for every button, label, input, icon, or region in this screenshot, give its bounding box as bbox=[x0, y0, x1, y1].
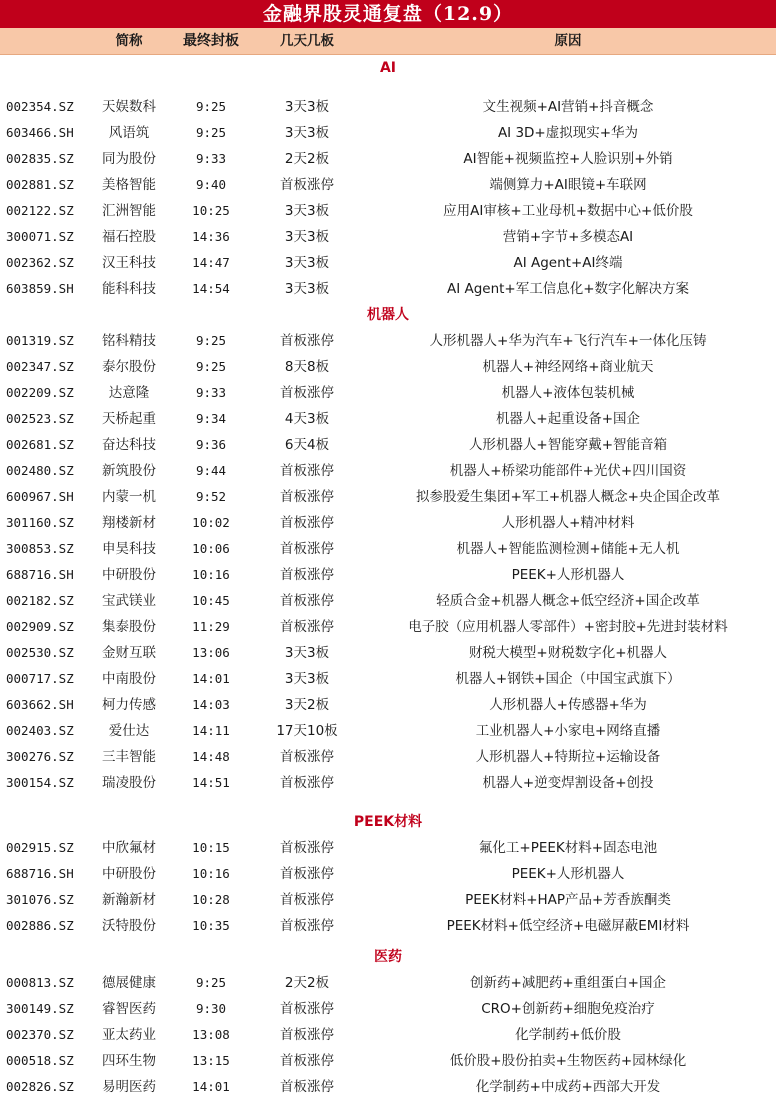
section-spacer bbox=[0, 81, 776, 94]
stock-code: 300276.SZ bbox=[6, 749, 74, 764]
board-count: 首板涨停 bbox=[280, 892, 334, 908]
board-count: 首板涨停 bbox=[280, 866, 334, 882]
page-title: 金融界股灵通复盘（12.9） bbox=[0, 0, 776, 28]
table-row bbox=[0, 718, 776, 744]
stock-name: 中研股份 bbox=[102, 866, 156, 882]
reason-text: 机器人+神经网络+商业航天 bbox=[482, 359, 654, 375]
seal-time: 10:25 bbox=[192, 203, 230, 218]
board-count: 首板涨停 bbox=[280, 593, 334, 609]
stock-name: 内蒙一机 bbox=[102, 489, 156, 505]
stock-code: 002881.SZ bbox=[6, 177, 74, 192]
stock-name: 宝武镁业 bbox=[102, 593, 156, 609]
reason-text: 化学制药+中成药+西部大开发 bbox=[475, 1079, 661, 1095]
stock-code: 002523.SZ bbox=[6, 411, 74, 426]
board-count: 3天3板 bbox=[284, 281, 330, 297]
stock-code: 000518.SZ bbox=[6, 1053, 74, 1068]
board-count: 3天3板 bbox=[284, 645, 330, 661]
stock-name: 瑞凌股份 bbox=[102, 775, 156, 791]
reason-text: 电子胶（应用机器人零部件）+密封胶+先进封装材料 bbox=[408, 619, 728, 635]
seal-time: 9:30 bbox=[195, 1001, 227, 1016]
seal-time: 10:16 bbox=[192, 567, 230, 582]
stock-code: 603662.SH bbox=[6, 697, 74, 712]
reason-text: 应用AI审核+工业母机+数据中心+低价股 bbox=[443, 203, 693, 219]
stock-name: 铭科精技 bbox=[102, 333, 156, 349]
stock-name: 泰尔股份 bbox=[102, 359, 156, 375]
table-row bbox=[0, 510, 776, 536]
stock-code: 300853.SZ bbox=[6, 541, 74, 556]
table-row bbox=[0, 328, 776, 354]
table-row bbox=[0, 1074, 776, 1100]
board-count: 3天3板 bbox=[284, 671, 330, 687]
table-row bbox=[0, 666, 776, 692]
stock-name: 德展健康 bbox=[102, 975, 156, 991]
reason-text: 端侧算力+AI眼镜+车联网 bbox=[489, 177, 647, 193]
table-row bbox=[0, 224, 776, 250]
stock-code: 001319.SZ bbox=[6, 333, 74, 348]
board-count: 4天3板 bbox=[284, 411, 330, 427]
section-header: 医药 bbox=[374, 949, 402, 965]
stock-code: 002530.SZ bbox=[6, 645, 74, 660]
stock-code: 300149.SZ bbox=[6, 1001, 74, 1016]
table-row bbox=[0, 354, 776, 380]
reason-text: 机器人+钢铁+国企（中国宝武旗下） bbox=[455, 671, 681, 687]
seal-time: 14:01 bbox=[192, 671, 230, 686]
stock-name: 中南股份 bbox=[102, 671, 156, 687]
stock-name: 中欣氟材 bbox=[102, 840, 156, 856]
table-row bbox=[0, 692, 776, 718]
stock-name: 同为股份 bbox=[102, 151, 156, 167]
table-row bbox=[0, 1048, 776, 1074]
section-spacer bbox=[0, 796, 776, 809]
table-body bbox=[0, 55, 776, 1100]
stock-code: 002362.SZ bbox=[6, 255, 74, 270]
table-row bbox=[0, 861, 776, 887]
stock-name: 新瀚新材 bbox=[102, 892, 156, 908]
seal-time: 9:34 bbox=[195, 411, 227, 426]
stock-code: 002182.SZ bbox=[6, 593, 74, 608]
reason-text: 财税大模型+财税数字化+机器人 bbox=[468, 645, 668, 661]
table-row bbox=[0, 913, 776, 939]
seal-time: 10:02 bbox=[192, 515, 230, 530]
reason-text: PEEK材料+HAP产品+芳香族酮类 bbox=[465, 892, 671, 908]
seal-time: 9:33 bbox=[195, 385, 227, 400]
reason-text: AI 3D+虚拟现实+华为 bbox=[497, 125, 639, 141]
stock-name: 风语筑 bbox=[108, 125, 150, 141]
stock-code: 002909.SZ bbox=[6, 619, 74, 634]
board-count: 首板涨停 bbox=[280, 385, 334, 401]
seal-time: 9:40 bbox=[195, 177, 227, 192]
stock-name: 睿智医药 bbox=[102, 1001, 156, 1017]
board-count: 首板涨停 bbox=[280, 541, 334, 557]
stock-code: 688716.SH bbox=[6, 567, 74, 582]
header-name: 简称 bbox=[115, 33, 143, 49]
table-row bbox=[0, 887, 776, 913]
seal-time: 14:36 bbox=[192, 229, 230, 244]
stock-name: 亚太药业 bbox=[102, 1027, 156, 1043]
reason-text: 机器人+逆变焊割设备+创投 bbox=[482, 775, 654, 791]
seal-time: 10:45 bbox=[192, 593, 230, 608]
stock-name: 集泰股份 bbox=[102, 619, 156, 635]
board-count: 3天3板 bbox=[284, 229, 330, 245]
stock-name: 中研股份 bbox=[102, 567, 156, 583]
seal-time: 14:47 bbox=[192, 255, 230, 270]
board-count: 首板涨停 bbox=[280, 1053, 334, 1069]
stock-code: 600967.SH bbox=[6, 489, 74, 504]
seal-time: 9:25 bbox=[195, 333, 227, 348]
seal-time: 13:08 bbox=[192, 1027, 230, 1042]
board-count: 3天3板 bbox=[284, 99, 330, 115]
table-row bbox=[0, 744, 776, 770]
stock-name: 四环生物 bbox=[102, 1053, 156, 1069]
table-row bbox=[0, 406, 776, 432]
stock-name: 柯力传感 bbox=[102, 697, 156, 713]
stock-name: 达意隆 bbox=[108, 385, 150, 401]
board-count: 8天8板 bbox=[284, 359, 330, 375]
board-count: 首板涨停 bbox=[280, 463, 334, 479]
board-count: 首板涨停 bbox=[280, 749, 334, 765]
seal-time: 14:11 bbox=[192, 723, 230, 738]
board-count: 首板涨停 bbox=[280, 1001, 334, 1017]
stock-code: 002354.SZ bbox=[6, 99, 74, 114]
table-row bbox=[0, 536, 776, 562]
board-count: 首板涨停 bbox=[280, 1027, 334, 1043]
stock-code: 603859.SH bbox=[6, 281, 74, 296]
table-row bbox=[0, 146, 776, 172]
board-count: 3天2板 bbox=[284, 697, 330, 713]
seal-time: 11:29 bbox=[192, 619, 230, 634]
reason-text: 文生视频+AI营销+抖音概念 bbox=[482, 99, 654, 115]
section-header: AI bbox=[379, 60, 397, 76]
stock-code: 002886.SZ bbox=[6, 918, 74, 933]
table-row bbox=[0, 250, 776, 276]
board-count: 首板涨停 bbox=[280, 333, 334, 349]
table-row bbox=[0, 120, 776, 146]
reason-text: AI Agent+AI终端 bbox=[513, 255, 623, 271]
stock-name: 能科科技 bbox=[102, 281, 156, 297]
board-count: 2天2板 bbox=[284, 151, 330, 167]
table-row bbox=[0, 484, 776, 510]
seal-time: 9:44 bbox=[195, 463, 227, 478]
reason-text: 人形机器人+传感器+华为 bbox=[489, 697, 647, 713]
table-row bbox=[0, 380, 776, 406]
table-row bbox=[0, 1022, 776, 1048]
table-row bbox=[0, 562, 776, 588]
seal-time: 9:52 bbox=[195, 489, 227, 504]
stock-code: 603466.SH bbox=[6, 125, 74, 140]
board-count: 3天3板 bbox=[284, 125, 330, 141]
reason-text: 机器人+液体包装机械 bbox=[501, 385, 635, 401]
stock-name: 三丰智能 bbox=[102, 749, 156, 765]
stock-name: 汇洲智能 bbox=[102, 203, 156, 219]
stock-name: 天娱数科 bbox=[102, 99, 156, 115]
seal-time: 13:15 bbox=[192, 1053, 230, 1068]
table-row bbox=[0, 198, 776, 224]
stock-code: 301076.SZ bbox=[6, 892, 74, 907]
seal-time: 10:35 bbox=[192, 918, 230, 933]
seal-time: 10:28 bbox=[192, 892, 230, 907]
stock-code: 002681.SZ bbox=[6, 437, 74, 452]
reason-text: 工业机器人+小家电+网络直播 bbox=[475, 723, 661, 739]
stock-name: 沃特股份 bbox=[102, 918, 156, 934]
board-count: 首板涨停 bbox=[280, 619, 334, 635]
stock-name: 翔楼新材 bbox=[102, 515, 156, 531]
table-row bbox=[0, 996, 776, 1022]
header-code bbox=[0, 28, 96, 53]
stock-code: 002370.SZ bbox=[6, 1027, 74, 1042]
seal-time: 9:25 bbox=[195, 359, 227, 374]
header-time: 最终封板 bbox=[183, 33, 239, 49]
seal-time: 14:48 bbox=[192, 749, 230, 764]
board-count: 首板涨停 bbox=[280, 567, 334, 583]
table-row bbox=[0, 432, 776, 458]
reason-text: 人形机器人+智能穿戴+智能音箱 bbox=[468, 437, 668, 453]
board-count: 首板涨停 bbox=[280, 1079, 334, 1095]
stock-name: 金财互联 bbox=[102, 645, 156, 661]
table-row bbox=[0, 588, 776, 614]
board-count: 首板涨停 bbox=[280, 840, 334, 856]
table-row bbox=[0, 835, 776, 861]
stock-code: 002347.SZ bbox=[6, 359, 74, 374]
seal-time: 14:01 bbox=[192, 1079, 230, 1094]
board-count: 3天3板 bbox=[284, 203, 330, 219]
board-count: 首板涨停 bbox=[280, 775, 334, 791]
reason-text: AI智能+视频监控+人脸识别+外销 bbox=[463, 151, 673, 167]
reason-text: CRO+创新药+细胞免疫治疗 bbox=[481, 1001, 655, 1017]
seal-time: 10:16 bbox=[192, 866, 230, 881]
board-count: 首板涨停 bbox=[280, 918, 334, 934]
seal-time: 10:06 bbox=[192, 541, 230, 556]
table-row bbox=[0, 614, 776, 640]
table-row bbox=[0, 276, 776, 302]
stock-name: 爱仕达 bbox=[108, 723, 150, 739]
table-header bbox=[0, 28, 776, 55]
stock-name: 申昊科技 bbox=[102, 541, 156, 557]
stock-code: 002835.SZ bbox=[6, 151, 74, 166]
reason-text: PEEK+人形机器人 bbox=[511, 567, 625, 583]
table-row bbox=[0, 94, 776, 120]
board-count: 首板涨停 bbox=[280, 177, 334, 193]
stock-name: 美格智能 bbox=[102, 177, 156, 193]
seal-time: 9:25 bbox=[195, 975, 227, 990]
board-count: 17天10板 bbox=[276, 723, 338, 739]
stock-code: 002403.SZ bbox=[6, 723, 74, 738]
stock-code: 002122.SZ bbox=[6, 203, 74, 218]
section-header: 机器人 bbox=[367, 307, 409, 323]
stock-name: 易明医药 bbox=[102, 1079, 156, 1095]
seal-time: 14:51 bbox=[192, 775, 230, 790]
reason-text: 机器人+起重设备+国企 bbox=[495, 411, 641, 427]
reason-text: 机器人+智能监测检测+储能+无人机 bbox=[456, 541, 680, 557]
reason-text: 氟化工+PEEK材料+固态电池 bbox=[478, 840, 658, 856]
section-header: PEEK材料 bbox=[353, 814, 423, 830]
stock-code: 002209.SZ bbox=[6, 385, 74, 400]
reason-text: 人形机器人+特斯拉+运输设备 bbox=[475, 749, 661, 765]
reason-text: 轻质合金+机器人概念+低空经济+国企改革 bbox=[436, 593, 700, 609]
seal-time: 9:36 bbox=[195, 437, 227, 452]
reason-text: PEEK材料+低空经济+电磁屏蔽EMI材料 bbox=[446, 918, 690, 934]
stock-name: 奋达科技 bbox=[102, 437, 156, 453]
stock-code: 300154.SZ bbox=[6, 775, 74, 790]
table-row bbox=[0, 458, 776, 484]
reason-text: 机器人+桥梁功能部件+光伏+四川国资 bbox=[449, 463, 687, 479]
stock-name: 福石控股 bbox=[102, 229, 156, 245]
seal-time: 14:54 bbox=[192, 281, 230, 296]
stock-name: 天桥起重 bbox=[102, 411, 156, 427]
seal-time: 9:25 bbox=[195, 99, 227, 114]
stock-code: 300071.SZ bbox=[6, 229, 74, 244]
table-row bbox=[0, 770, 776, 796]
reason-text: 人形机器人+精冲材料 bbox=[501, 515, 635, 531]
table-row bbox=[0, 640, 776, 666]
board-count: 3天3板 bbox=[284, 255, 330, 271]
stock-name: 新筑股份 bbox=[102, 463, 156, 479]
stock-code: 002480.SZ bbox=[6, 463, 74, 478]
reason-text: 化学制药+低价股 bbox=[515, 1027, 621, 1043]
seal-time: 13:06 bbox=[192, 645, 230, 660]
table-row bbox=[0, 172, 776, 198]
board-count: 6天4板 bbox=[284, 437, 330, 453]
stock-code: 000717.SZ bbox=[6, 671, 74, 686]
stock-code: 301160.SZ bbox=[6, 515, 74, 530]
stock-code: 002826.SZ bbox=[6, 1079, 74, 1094]
stock-code: 688716.SH bbox=[6, 866, 74, 881]
header-reason: 原因 bbox=[554, 33, 582, 49]
board-count: 2天2板 bbox=[284, 975, 330, 991]
reason-text: 营销+字节+多模态AI bbox=[502, 229, 634, 245]
board-count: 首板涨停 bbox=[280, 489, 334, 505]
stock-code: 002915.SZ bbox=[6, 840, 74, 855]
reason-text: AI Agent+军工信息化+数字化解决方案 bbox=[446, 281, 690, 297]
stock-code: 000813.SZ bbox=[6, 975, 74, 990]
reason-text: 创新药+减肥药+重组蛋白+国企 bbox=[470, 975, 666, 991]
stock-name: 汉王科技 bbox=[102, 255, 156, 271]
seal-time: 10:15 bbox=[192, 840, 230, 855]
reason-text: PEEK+人形机器人 bbox=[511, 866, 625, 882]
seal-time: 9:33 bbox=[195, 151, 227, 166]
reason-text: 低价股+股份拍卖+生物医药+园林绿化 bbox=[449, 1053, 687, 1069]
table-row bbox=[0, 970, 776, 996]
board-count: 首板涨停 bbox=[280, 515, 334, 531]
reason-text: 拟参股爱生集团+军工+机器人概念+央企国企改革 bbox=[416, 489, 720, 505]
seal-time: 9:25 bbox=[195, 125, 227, 140]
header-days: 几天几板 bbox=[280, 33, 334, 49]
reason-text: 人形机器人+华为汽车+飞行汽车+一体化压铸 bbox=[429, 333, 707, 349]
seal-time: 14:03 bbox=[192, 697, 230, 712]
